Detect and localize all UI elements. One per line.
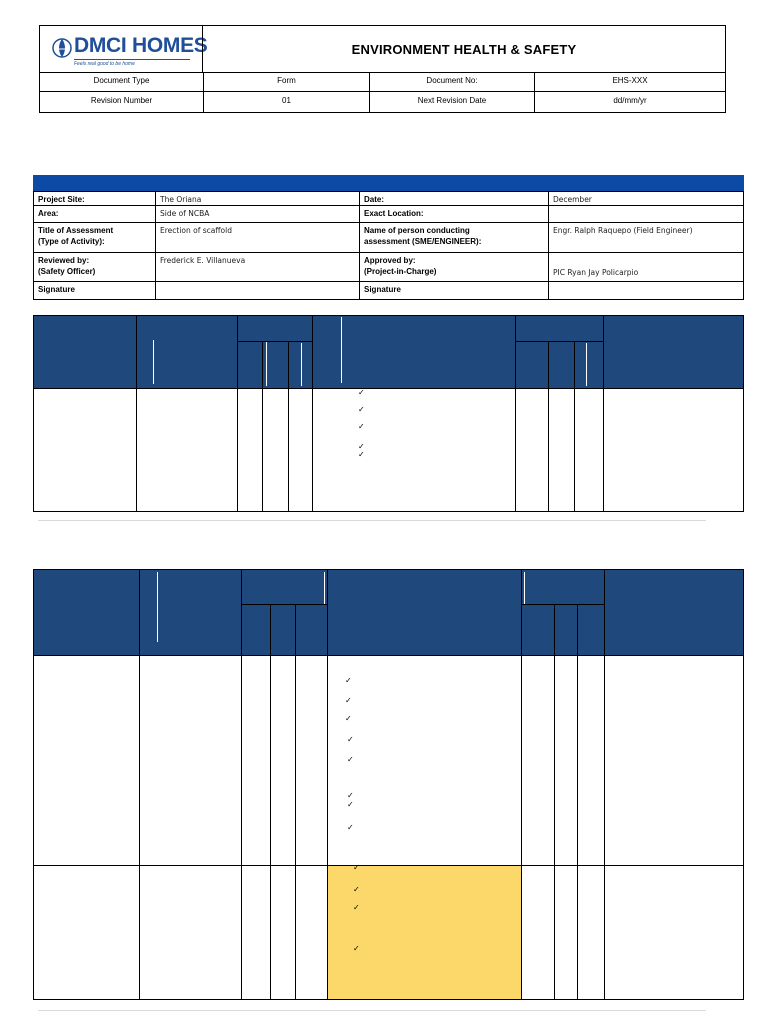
risk-table-2-header-grid	[577, 604, 578, 655]
risk-table-2-header-grid	[327, 570, 328, 655]
approved-by-label-line1: Approved by:	[364, 256, 416, 265]
signature-label-2-text: Signature	[364, 285, 401, 294]
risk-table-1-header-grid	[548, 341, 549, 388]
conductor-value	[548, 222, 744, 253]
risk-table-1-control-cell	[312, 388, 516, 512]
area-label	[33, 205, 156, 223]
check-mark-icon: ✓	[345, 696, 352, 705]
risk-table-2-header-grid	[295, 604, 296, 655]
signature-field[interactable]	[155, 281, 360, 300]
reviewed-by-label-line2: (Safety Officer)	[38, 267, 96, 276]
risk-table-2-cell	[295, 865, 328, 1000]
risk-table-2-header-grid	[554, 604, 555, 655]
risk-table-2-cell	[33, 655, 140, 866]
section-band	[33, 175, 744, 191]
approved-by-label	[359, 252, 549, 282]
conductor-value-text: Engr. Ralph Raquepo (Field Engineer)	[553, 226, 693, 235]
risk-table-2-header-grid	[139, 570, 140, 655]
risk-table-1-header-grid	[515, 341, 604, 342]
check-mark-icon: ✓	[353, 885, 360, 894]
check-mark-icon: ✓	[347, 735, 354, 744]
risk-table-2-cell	[521, 655, 555, 866]
area-value	[155, 205, 360, 223]
risk-table-2-header-grid	[241, 570, 242, 655]
risk-table-2-cell	[577, 655, 605, 866]
risk-table-1-header	[33, 315, 744, 389]
check-mark-icon: ✓	[347, 800, 354, 809]
title-of-assessment-value-text: Erection of scaffold	[160, 226, 232, 235]
date-value	[548, 191, 744, 206]
risk-table-1-header-grid	[515, 316, 516, 388]
check-mark-icon: ✓	[347, 823, 354, 832]
title-of-assessment-label-line2: (Type of Activity):	[38, 237, 105, 246]
date-label-text: Date:	[364, 195, 385, 204]
document-title-text: ENVIRONMENT HEALTH & SAFETY	[351, 41, 577, 57]
exact-location-label-text: Exact Location:	[364, 209, 424, 218]
risk-table-1-cell	[136, 388, 238, 512]
risk-table-2-cell	[241, 865, 271, 1000]
logo-text: DMCI HOMES	[74, 34, 208, 57]
check-mark-icon: ✓	[353, 944, 360, 953]
risk-table-1-header-grid	[288, 341, 289, 388]
risk-table-1-cell	[262, 388, 289, 512]
risk-table-1-cell	[548, 388, 575, 512]
risk-table-1-header-divider	[586, 343, 587, 386]
project-site-value-text: The Oriana	[160, 195, 202, 204]
title-of-assessment-label	[33, 222, 156, 253]
approved-by-label-line2: (Project-in-Charge)	[364, 267, 437, 276]
risk-table-2-header-divider	[324, 572, 325, 604]
risk-table-2-header-grid	[521, 570, 522, 655]
risk-table-2-highlighted-control-cell	[327, 865, 522, 1000]
meta-value-document-type: Form	[203, 72, 370, 92]
check-mark-icon: ✓	[353, 863, 360, 872]
title-of-assessment-value	[155, 222, 360, 253]
risk-table-2-cell	[577, 865, 605, 1000]
risk-table-1-cell	[237, 388, 263, 512]
risk-table-2-cell	[521, 865, 555, 1000]
risk-table-1-header-divider	[153, 340, 154, 384]
area-value-text: Side of NCBA	[160, 209, 210, 218]
logo-emblem-icon	[52, 36, 72, 60]
risk-table-1-header-grid	[312, 316, 313, 388]
risk-table-1-header-grid	[136, 316, 137, 388]
risk-table-1-cell	[574, 388, 604, 512]
reviewed-by-label	[33, 252, 156, 282]
reviewed-by-value	[155, 252, 360, 282]
project-site-label-text: Project Site:	[38, 195, 85, 204]
check-mark-icon: ✓	[347, 755, 354, 764]
meta-label-next-revision-date: Next Revision Date	[369, 91, 535, 113]
risk-table-2-cell	[604, 865, 744, 1000]
meta-value-next-revision-date: dd/mm/yr	[534, 91, 726, 113]
logo-rule	[74, 59, 190, 60]
conductor-label-line1: Name of person conducting	[364, 226, 470, 235]
risk-table-2-header-divider	[524, 572, 525, 604]
risk-table-2-header-grid	[604, 570, 605, 655]
risk-table-1-cell	[603, 388, 744, 512]
approved-by-value	[548, 252, 744, 282]
check-mark-icon: ✓	[358, 450, 365, 459]
check-mark-icon: ✓	[347, 791, 354, 800]
signature-label	[33, 281, 156, 300]
area-label-text: Area:	[38, 209, 59, 218]
logo-cell	[39, 25, 208, 73]
risk-table-2-header-divider	[157, 572, 158, 642]
conductor-label-line2: assessment (SME/ENGINEER):	[364, 237, 482, 246]
exact-location-value	[548, 205, 744, 223]
risk-table-2-cell	[139, 865, 242, 1000]
risk-table-2-header-grid	[241, 604, 328, 605]
risk-table-1-header-grid	[574, 341, 575, 388]
check-mark-icon: ✓	[345, 676, 352, 685]
risk-table-2-cell	[295, 655, 328, 866]
page-separator	[38, 520, 706, 521]
project-site-label	[33, 191, 156, 206]
risk-table-2-header-grid	[270, 604, 271, 655]
meta-value-revision-number: 01	[203, 91, 370, 113]
check-mark-icon: ✓	[345, 714, 352, 723]
company-logo	[52, 34, 208, 67]
check-mark-icon: ✓	[358, 405, 365, 414]
date-label	[359, 191, 549, 206]
meta-label-document-no: Document No:	[369, 72, 535, 92]
exact-location-label	[359, 205, 549, 223]
date-value-text: December	[553, 195, 592, 204]
meta-value-document-no: EHS-XXX	[534, 72, 726, 92]
risk-table-1-header-grid	[603, 316, 604, 388]
reviewed-by-label-line1: Reviewed by:	[38, 256, 90, 265]
signature-label-text: Signature	[38, 285, 75, 294]
page-separator	[38, 1010, 706, 1011]
risk-table-2-cell	[554, 865, 578, 1000]
risk-table-1-header-divider	[341, 317, 342, 383]
project-site-value	[155, 191, 360, 206]
risk-table-1-cell	[33, 388, 137, 512]
risk-table-2-control-cell	[327, 655, 522, 866]
approved-by-value-text: PIC Ryan Jay Policarpio	[553, 268, 639, 277]
check-mark-icon: ✓	[358, 388, 365, 397]
risk-table-1-header-divider	[266, 342, 267, 386]
risk-table-1-cell	[288, 388, 313, 512]
risk-table-2-cell	[270, 865, 296, 1000]
check-mark-icon: ✓	[358, 442, 365, 451]
check-mark-icon: ✓	[358, 422, 365, 431]
risk-table-2-cell	[554, 655, 578, 866]
conductor-label	[359, 222, 549, 253]
risk-table-1-header-divider	[301, 343, 302, 386]
risk-table-2-header-grid	[521, 604, 605, 605]
signature-field-2[interactable]	[548, 281, 744, 300]
meta-label-revision-number: Revision Number	[39, 91, 204, 113]
logo-tagline: Feels real good to be home	[74, 61, 135, 67]
title-of-assessment-label-line1: Title of Assessment	[38, 226, 114, 235]
risk-table-1-cell	[515, 388, 549, 512]
reviewed-by-value-text: Frederick E. Villanueva	[160, 256, 246, 265]
risk-table-1-header-grid	[237, 316, 238, 388]
risk-table-2-cell	[604, 655, 744, 866]
check-mark-icon: ✓	[353, 903, 360, 912]
risk-table-2-cell	[270, 655, 296, 866]
risk-table-2-cell	[139, 655, 242, 866]
risk-table-1-header-grid	[237, 341, 313, 342]
signature-label-2	[359, 281, 549, 300]
risk-table-1-header-grid	[262, 341, 263, 388]
risk-table-2-cell	[241, 655, 271, 866]
document-title	[202, 25, 726, 73]
risk-table-2-cell	[33, 865, 140, 1000]
meta-label-document-type: Document Type	[39, 72, 204, 92]
